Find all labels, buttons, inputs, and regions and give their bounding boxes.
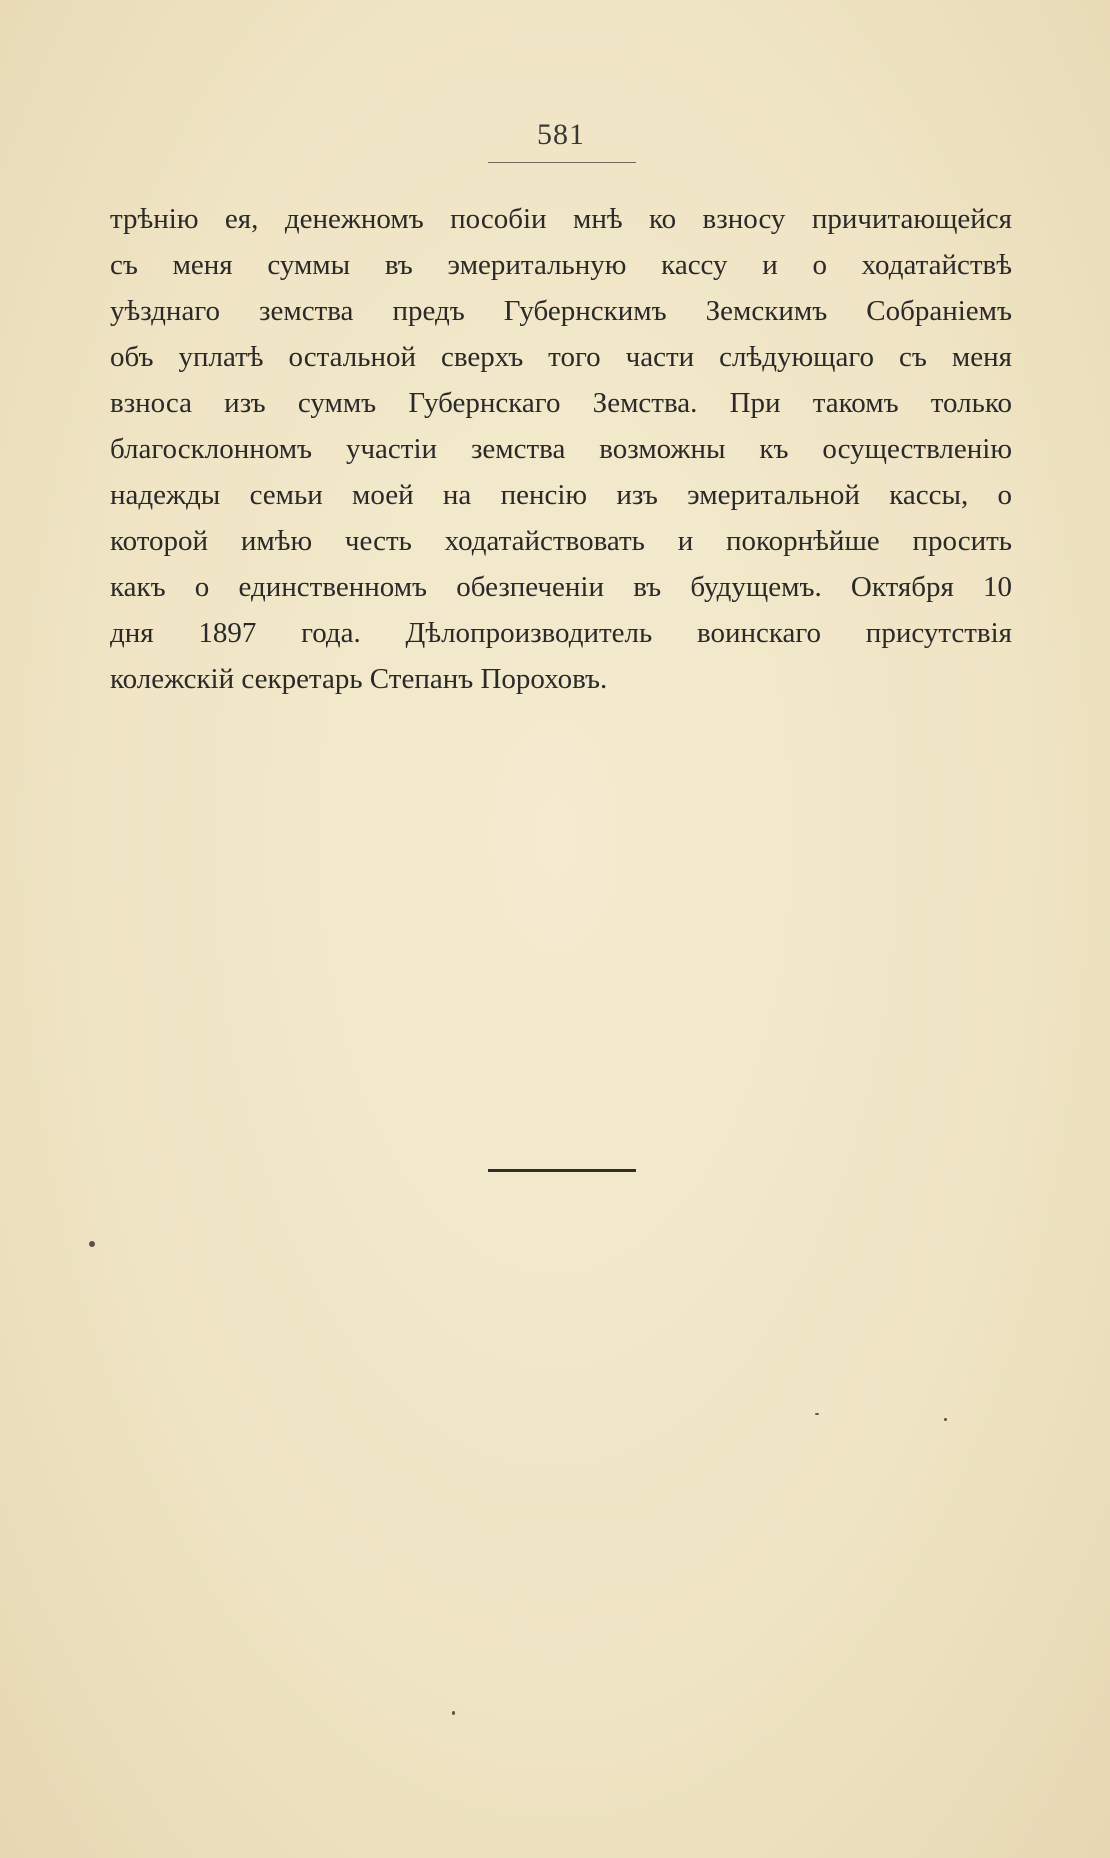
paper-speck (452, 1711, 455, 1715)
text-line: съ меня суммы въ эмеритальную кассу и о ходатайствѣ (110, 249, 1012, 281)
end-divider (488, 1169, 636, 1172)
paper-speck (815, 1413, 819, 1415)
text-line: уѣзднаго земства предъ Губернскимъ Земскимъ Собраніемъ (110, 295, 1012, 327)
text-line: колежскій секретарь Степанъ Пороховъ. (110, 663, 608, 695)
text-line: какъ о единственномъ обезпеченіи въ будущемъ. Октября 10 (110, 571, 1012, 603)
text-line: объ уплатѣ остальной сверхъ того части слѣдующаго съ меня (110, 341, 1012, 373)
text-line: благосклонномъ участіи земства возможны къ осуществленію (110, 433, 1012, 465)
text-line: взноса изъ суммъ Губернскаго Земства. При такомъ только (110, 387, 1012, 419)
page-number: 581 (537, 118, 585, 151)
paper-speck (944, 1418, 947, 1421)
header-divider (488, 162, 636, 163)
text-line: дня 1897 года. Дѣлопроизводитель воинскаго присутствія (110, 617, 1012, 649)
text-line: трѣнію ея, денежномъ пособіи мнѣ ко взносу причитающейся (110, 203, 1012, 235)
paper-speck (89, 1241, 95, 1247)
text-line: надежды семьи моей на пенсію изъ эмеритальной кассы, о (110, 479, 1012, 511)
body-text (110, 196, 1012, 702)
text-line: которой имѣю честь ходатайствовать и покорнѣйше просить (110, 525, 1012, 557)
